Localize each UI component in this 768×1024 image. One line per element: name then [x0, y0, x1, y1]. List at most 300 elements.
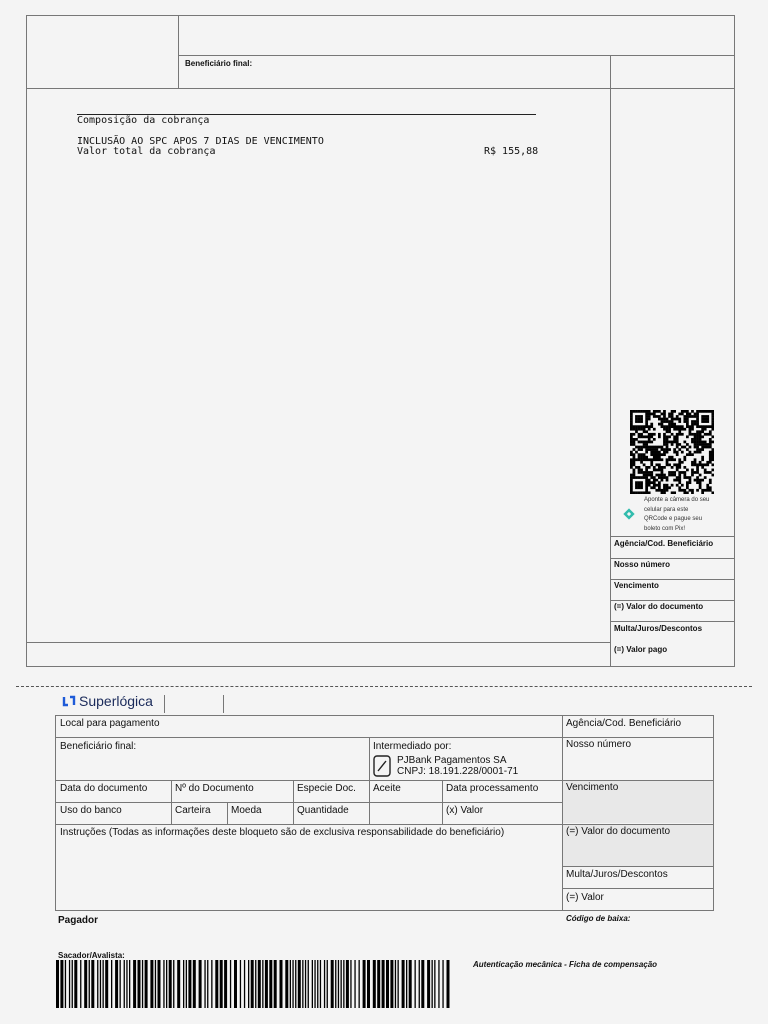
barcode-bar	[373, 960, 376, 1008]
qr-module	[658, 433, 661, 436]
qr-module	[648, 481, 651, 484]
qr-module	[635, 484, 638, 487]
barcode-bar	[138, 960, 141, 1008]
qr-module	[663, 435, 666, 438]
qr-module	[643, 443, 646, 446]
qr-module	[633, 441, 636, 444]
qr-module	[671, 423, 674, 426]
qr-module	[666, 484, 669, 487]
qr-module	[638, 484, 641, 487]
qr-module	[683, 489, 686, 492]
qr-module	[694, 441, 697, 444]
qr-module	[655, 410, 658, 413]
qr-module	[648, 446, 651, 449]
qr-module	[638, 453, 641, 456]
brand-divider	[164, 695, 165, 713]
barcode-bar	[335, 960, 336, 1008]
qr-module	[640, 448, 643, 451]
qr-module	[681, 451, 684, 454]
qr-module	[638, 486, 641, 489]
qr-module	[635, 428, 638, 431]
qr-module	[683, 491, 686, 494]
qr-module	[671, 456, 674, 459]
qr-module	[673, 474, 676, 477]
qr-module	[643, 435, 646, 438]
qr-module	[666, 441, 669, 444]
qr-module	[706, 420, 709, 423]
qr-module	[638, 481, 641, 484]
qr-module	[645, 479, 648, 482]
qr-module	[648, 448, 651, 451]
qr-module	[701, 491, 704, 494]
barcode-bar	[402, 960, 405, 1008]
receipt-valor-documento-label: (=) Valor do documento	[614, 602, 704, 611]
qr-module	[650, 413, 653, 416]
qr-module	[709, 481, 712, 484]
qr-module	[696, 476, 699, 479]
barcode-bar	[308, 960, 309, 1008]
qr-module	[678, 466, 681, 469]
barcode-bar	[244, 960, 245, 1008]
qr-module	[658, 469, 661, 472]
receipt-right-column-divider	[610, 55, 611, 667]
qr-module	[681, 433, 684, 436]
qr-module	[653, 466, 656, 469]
qr-module	[638, 428, 641, 431]
qr-module	[655, 453, 658, 456]
composition-title: Composição da cobrança	[77, 115, 210, 126]
qr-module	[701, 456, 704, 459]
qr-module	[711, 469, 714, 472]
qr-module	[645, 441, 648, 444]
qr-module	[643, 476, 646, 479]
qr-module	[681, 413, 684, 416]
qr-module	[630, 451, 633, 454]
qr-module	[689, 476, 692, 479]
qr-module	[650, 446, 653, 449]
qr-module	[678, 463, 681, 466]
qr-module	[658, 456, 661, 459]
qr-module	[643, 463, 646, 466]
slip-line	[562, 866, 714, 867]
qr-module	[678, 476, 681, 479]
qr-module	[673, 425, 676, 428]
qr-module	[676, 443, 679, 446]
qr-module	[668, 415, 671, 418]
qr-module	[633, 438, 636, 441]
sacador-label: Sacador/Avalista:	[58, 951, 125, 960]
qr-module	[671, 484, 674, 487]
qr-module	[648, 410, 651, 413]
qr-module	[709, 451, 712, 454]
qr-module	[663, 489, 666, 492]
qr-module	[683, 456, 686, 459]
qr-module	[638, 425, 641, 428]
qr-module	[635, 430, 638, 433]
qr-module	[666, 458, 669, 461]
receipt-line	[610, 536, 735, 537]
barcode-bar	[265, 960, 268, 1008]
qr-module	[658, 453, 661, 456]
qr-module	[663, 415, 666, 418]
barcode-bar	[415, 960, 416, 1008]
qr-module	[668, 435, 671, 438]
qr-module	[640, 458, 643, 461]
qr-module	[668, 420, 671, 423]
qr-module	[650, 441, 653, 444]
qr-module	[689, 433, 692, 436]
qr-module	[676, 476, 679, 479]
qr-module	[691, 453, 694, 456]
qr-module	[648, 418, 651, 421]
qr-module	[638, 410, 641, 413]
qr-module	[711, 420, 714, 423]
qr-module	[706, 425, 709, 428]
qr-module	[678, 420, 681, 423]
qr-module	[666, 428, 669, 431]
qr-module	[663, 448, 666, 451]
qr-module	[630, 420, 633, 423]
qr-module	[635, 446, 638, 449]
barcode-bar	[183, 960, 184, 1008]
qr-module	[650, 476, 653, 479]
qr-module	[699, 430, 702, 433]
barcode-bar	[65, 960, 66, 1008]
qr-module	[691, 425, 694, 428]
qr-module	[676, 438, 679, 441]
qr-module	[694, 479, 697, 482]
qr-module	[691, 423, 694, 426]
qr-module	[689, 453, 692, 456]
qr-module	[658, 486, 661, 489]
qr-module	[689, 415, 692, 418]
qr-module	[699, 425, 702, 428]
qr-module	[666, 420, 669, 423]
qr-module	[694, 423, 697, 426]
qr-module	[638, 441, 641, 444]
qr-module	[653, 428, 656, 431]
brand-logo	[62, 693, 153, 709]
barcode-bar	[115, 960, 118, 1008]
qr-module	[673, 410, 676, 413]
qr-module	[640, 433, 643, 436]
qr-module	[696, 469, 699, 472]
qr-module	[650, 433, 653, 436]
qr-module	[663, 476, 666, 479]
qr-module	[683, 446, 686, 449]
qr-module	[653, 410, 656, 413]
qr-module	[666, 448, 669, 451]
qr-module	[691, 441, 694, 444]
qr-module	[648, 433, 651, 436]
barcode-bar	[331, 960, 334, 1008]
qr-module	[640, 471, 643, 474]
qr-module	[663, 484, 666, 487]
qr-module	[673, 463, 676, 466]
qr-module	[663, 491, 666, 494]
qr-module	[699, 479, 702, 482]
qr-module	[694, 451, 697, 454]
qr-module	[671, 441, 674, 444]
qr-module	[635, 425, 638, 428]
qr-module	[635, 415, 638, 418]
qr-module	[699, 441, 702, 444]
barcode-bar	[84, 960, 87, 1008]
qr-module	[686, 423, 689, 426]
qr-module	[706, 471, 709, 474]
qr-module	[691, 410, 694, 413]
qr-module	[643, 430, 646, 433]
barcode-bar	[177, 960, 180, 1008]
barcode-bar	[211, 960, 212, 1008]
qr-module	[663, 474, 666, 477]
barcode-bar	[220, 960, 223, 1008]
barcode-bar	[406, 960, 407, 1008]
qr-module	[709, 456, 712, 459]
qr-module	[643, 458, 646, 461]
pix-caption-line: boleto com Pix!	[644, 525, 686, 532]
qr-module	[655, 489, 658, 492]
qr-module	[689, 489, 692, 492]
qr-module	[648, 438, 651, 441]
qr-module	[661, 471, 664, 474]
qr-module	[630, 410, 633, 413]
receipt-agencia-label: Agência/Cod. Beneficiário	[614, 539, 714, 548]
barcode-bar	[324, 960, 325, 1008]
pagador-label: Pagador	[58, 915, 99, 926]
pix-caption-line: celular para este	[644, 506, 689, 513]
qr-module	[709, 425, 712, 428]
qr-module	[696, 425, 699, 428]
slip-vencimento-label: Vencimento	[566, 782, 619, 793]
qr-module	[640, 410, 643, 413]
qr-module	[633, 448, 636, 451]
qr-module	[658, 423, 661, 426]
qr-module	[681, 484, 684, 487]
barcode-bar	[255, 960, 256, 1008]
aceite-label: Aceite	[373, 783, 401, 794]
qr-module	[658, 451, 661, 454]
qr-module	[658, 410, 661, 413]
barcode-bar	[341, 960, 342, 1008]
qr-module	[653, 453, 656, 456]
qr-module	[709, 433, 712, 436]
qr-module	[706, 484, 709, 487]
qr-module	[704, 443, 707, 446]
qr-module	[645, 456, 648, 459]
qr-module	[633, 474, 636, 477]
qr-module	[661, 474, 664, 477]
barcode-bar	[163, 960, 164, 1008]
qr-module	[648, 479, 651, 482]
qr-module	[640, 418, 643, 421]
qr-module	[650, 481, 653, 484]
barcode-bar	[292, 960, 293, 1008]
intermediario-name: PJBank Pagamentos SA	[397, 755, 507, 766]
qr-module	[696, 448, 699, 451]
qr-module	[661, 418, 664, 421]
qr-module	[661, 420, 664, 423]
qr-module	[630, 441, 633, 444]
qr-module	[663, 410, 666, 413]
qr-module	[668, 456, 671, 459]
pix-qr-code	[630, 410, 714, 494]
qr-module	[683, 441, 686, 444]
qr-module	[676, 418, 679, 421]
qr-module	[640, 415, 643, 418]
qr-module	[689, 479, 692, 482]
qr-module	[701, 415, 704, 418]
slip-right-column-divider	[562, 715, 563, 911]
qr-module	[663, 433, 666, 436]
qr-module	[630, 463, 633, 466]
qr-module	[706, 433, 709, 436]
qr-module	[686, 435, 689, 438]
qr-module	[681, 410, 684, 413]
qr-module	[643, 441, 646, 444]
qr-module	[709, 479, 712, 482]
qr-module	[686, 481, 689, 484]
qr-module	[694, 443, 697, 446]
qr-module	[681, 489, 684, 492]
qr-module	[658, 476, 661, 479]
qr-module	[683, 418, 686, 421]
barcode-bar	[302, 960, 303, 1008]
qr-module	[653, 456, 656, 459]
qr-module	[645, 420, 648, 423]
pix-caption-line: Aponte a câmera do seu	[644, 497, 710, 503]
qr-module	[699, 438, 702, 441]
qr-module	[711, 425, 714, 428]
qr-module	[709, 410, 712, 413]
barcode-bar	[129, 960, 130, 1008]
qr-module	[653, 479, 656, 482]
slip-nosso-numero-label: Nosso número	[566, 739, 632, 750]
qr-module	[683, 474, 686, 477]
barcode-bar	[133, 960, 136, 1008]
qr-module	[709, 471, 712, 474]
qr-module	[630, 479, 633, 482]
qr-module	[696, 413, 699, 416]
qr-module	[640, 481, 643, 484]
receipt-frame	[26, 15, 735, 667]
qr-module	[650, 448, 653, 451]
qr-module	[678, 433, 681, 436]
qr-module	[694, 433, 697, 436]
barcode-bar	[320, 960, 321, 1008]
qr-module	[630, 415, 633, 418]
autenticacao-label: Autenticação mecânica - Ficha de compensação	[473, 960, 658, 969]
qr-module	[694, 463, 697, 466]
barcode-bar	[224, 960, 227, 1008]
qr-module	[653, 458, 656, 461]
qr-module	[686, 443, 689, 446]
qr-module	[676, 433, 679, 436]
qr-module	[663, 451, 666, 454]
qr-module	[681, 461, 684, 464]
qr-module	[668, 486, 671, 489]
qr-module	[709, 458, 712, 461]
qr-module	[663, 428, 666, 431]
qr-module	[671, 433, 674, 436]
qr-module	[643, 453, 646, 456]
receipt-line	[26, 642, 611, 643]
qr-module	[673, 458, 676, 461]
qr-module	[633, 469, 636, 472]
qr-module	[663, 438, 666, 441]
qr-module	[711, 458, 714, 461]
qr-module	[686, 491, 689, 494]
brand-name: Superlógica	[79, 693, 153, 709]
qr-module	[686, 448, 689, 451]
qr-module	[676, 466, 679, 469]
qr-module	[694, 420, 697, 423]
qr-module	[683, 471, 686, 474]
qr-module	[666, 443, 669, 446]
qr-module	[701, 425, 704, 428]
x-valor-label: (x) Valor	[446, 805, 484, 816]
qr-module	[645, 484, 648, 487]
qr-module	[630, 481, 633, 484]
qr-module	[704, 489, 707, 492]
qr-module	[696, 443, 699, 446]
qr-module	[645, 471, 648, 474]
qr-module	[701, 418, 704, 421]
qr-module	[650, 463, 653, 466]
qr-module	[673, 428, 676, 431]
qr-module	[671, 466, 674, 469]
qr-module	[711, 491, 714, 494]
barcode-bar	[103, 960, 104, 1008]
qr-module	[645, 458, 648, 461]
qr-module	[689, 430, 692, 433]
qr-module	[650, 471, 653, 474]
qr-module	[638, 456, 641, 459]
qr-module	[661, 413, 664, 416]
barcode-bar	[193, 960, 196, 1008]
barcode-bar	[382, 960, 385, 1008]
pjbank-icon	[373, 755, 391, 777]
slip-line	[562, 888, 714, 889]
qr-module	[645, 443, 648, 446]
qr-module	[645, 486, 648, 489]
qr-module	[689, 425, 692, 428]
barcode-bar	[240, 960, 241, 1008]
qr-module	[701, 448, 704, 451]
barcode-bar	[124, 960, 125, 1008]
qr-module	[678, 425, 681, 428]
qr-module	[640, 425, 643, 428]
qr-module	[666, 425, 669, 428]
barcode-bar	[438, 960, 439, 1008]
barcode-bar	[207, 960, 208, 1008]
qr-module	[683, 428, 686, 431]
qr-module	[671, 425, 674, 428]
charge-item: INCLUSÃO AO SPC APOS 7 DIAS DE VENCIMENTO	[77, 136, 324, 147]
barcode-bar	[150, 960, 153, 1008]
qr-module	[696, 420, 699, 423]
qr-module	[709, 453, 712, 456]
qr-module	[709, 489, 712, 492]
qr-module	[645, 430, 648, 433]
slip-line	[369, 737, 370, 824]
qr-module	[696, 481, 699, 484]
qr-module	[696, 466, 699, 469]
qr-module	[630, 461, 633, 464]
qr-module	[704, 433, 707, 436]
qr-module	[686, 469, 689, 472]
qr-module	[643, 474, 646, 477]
